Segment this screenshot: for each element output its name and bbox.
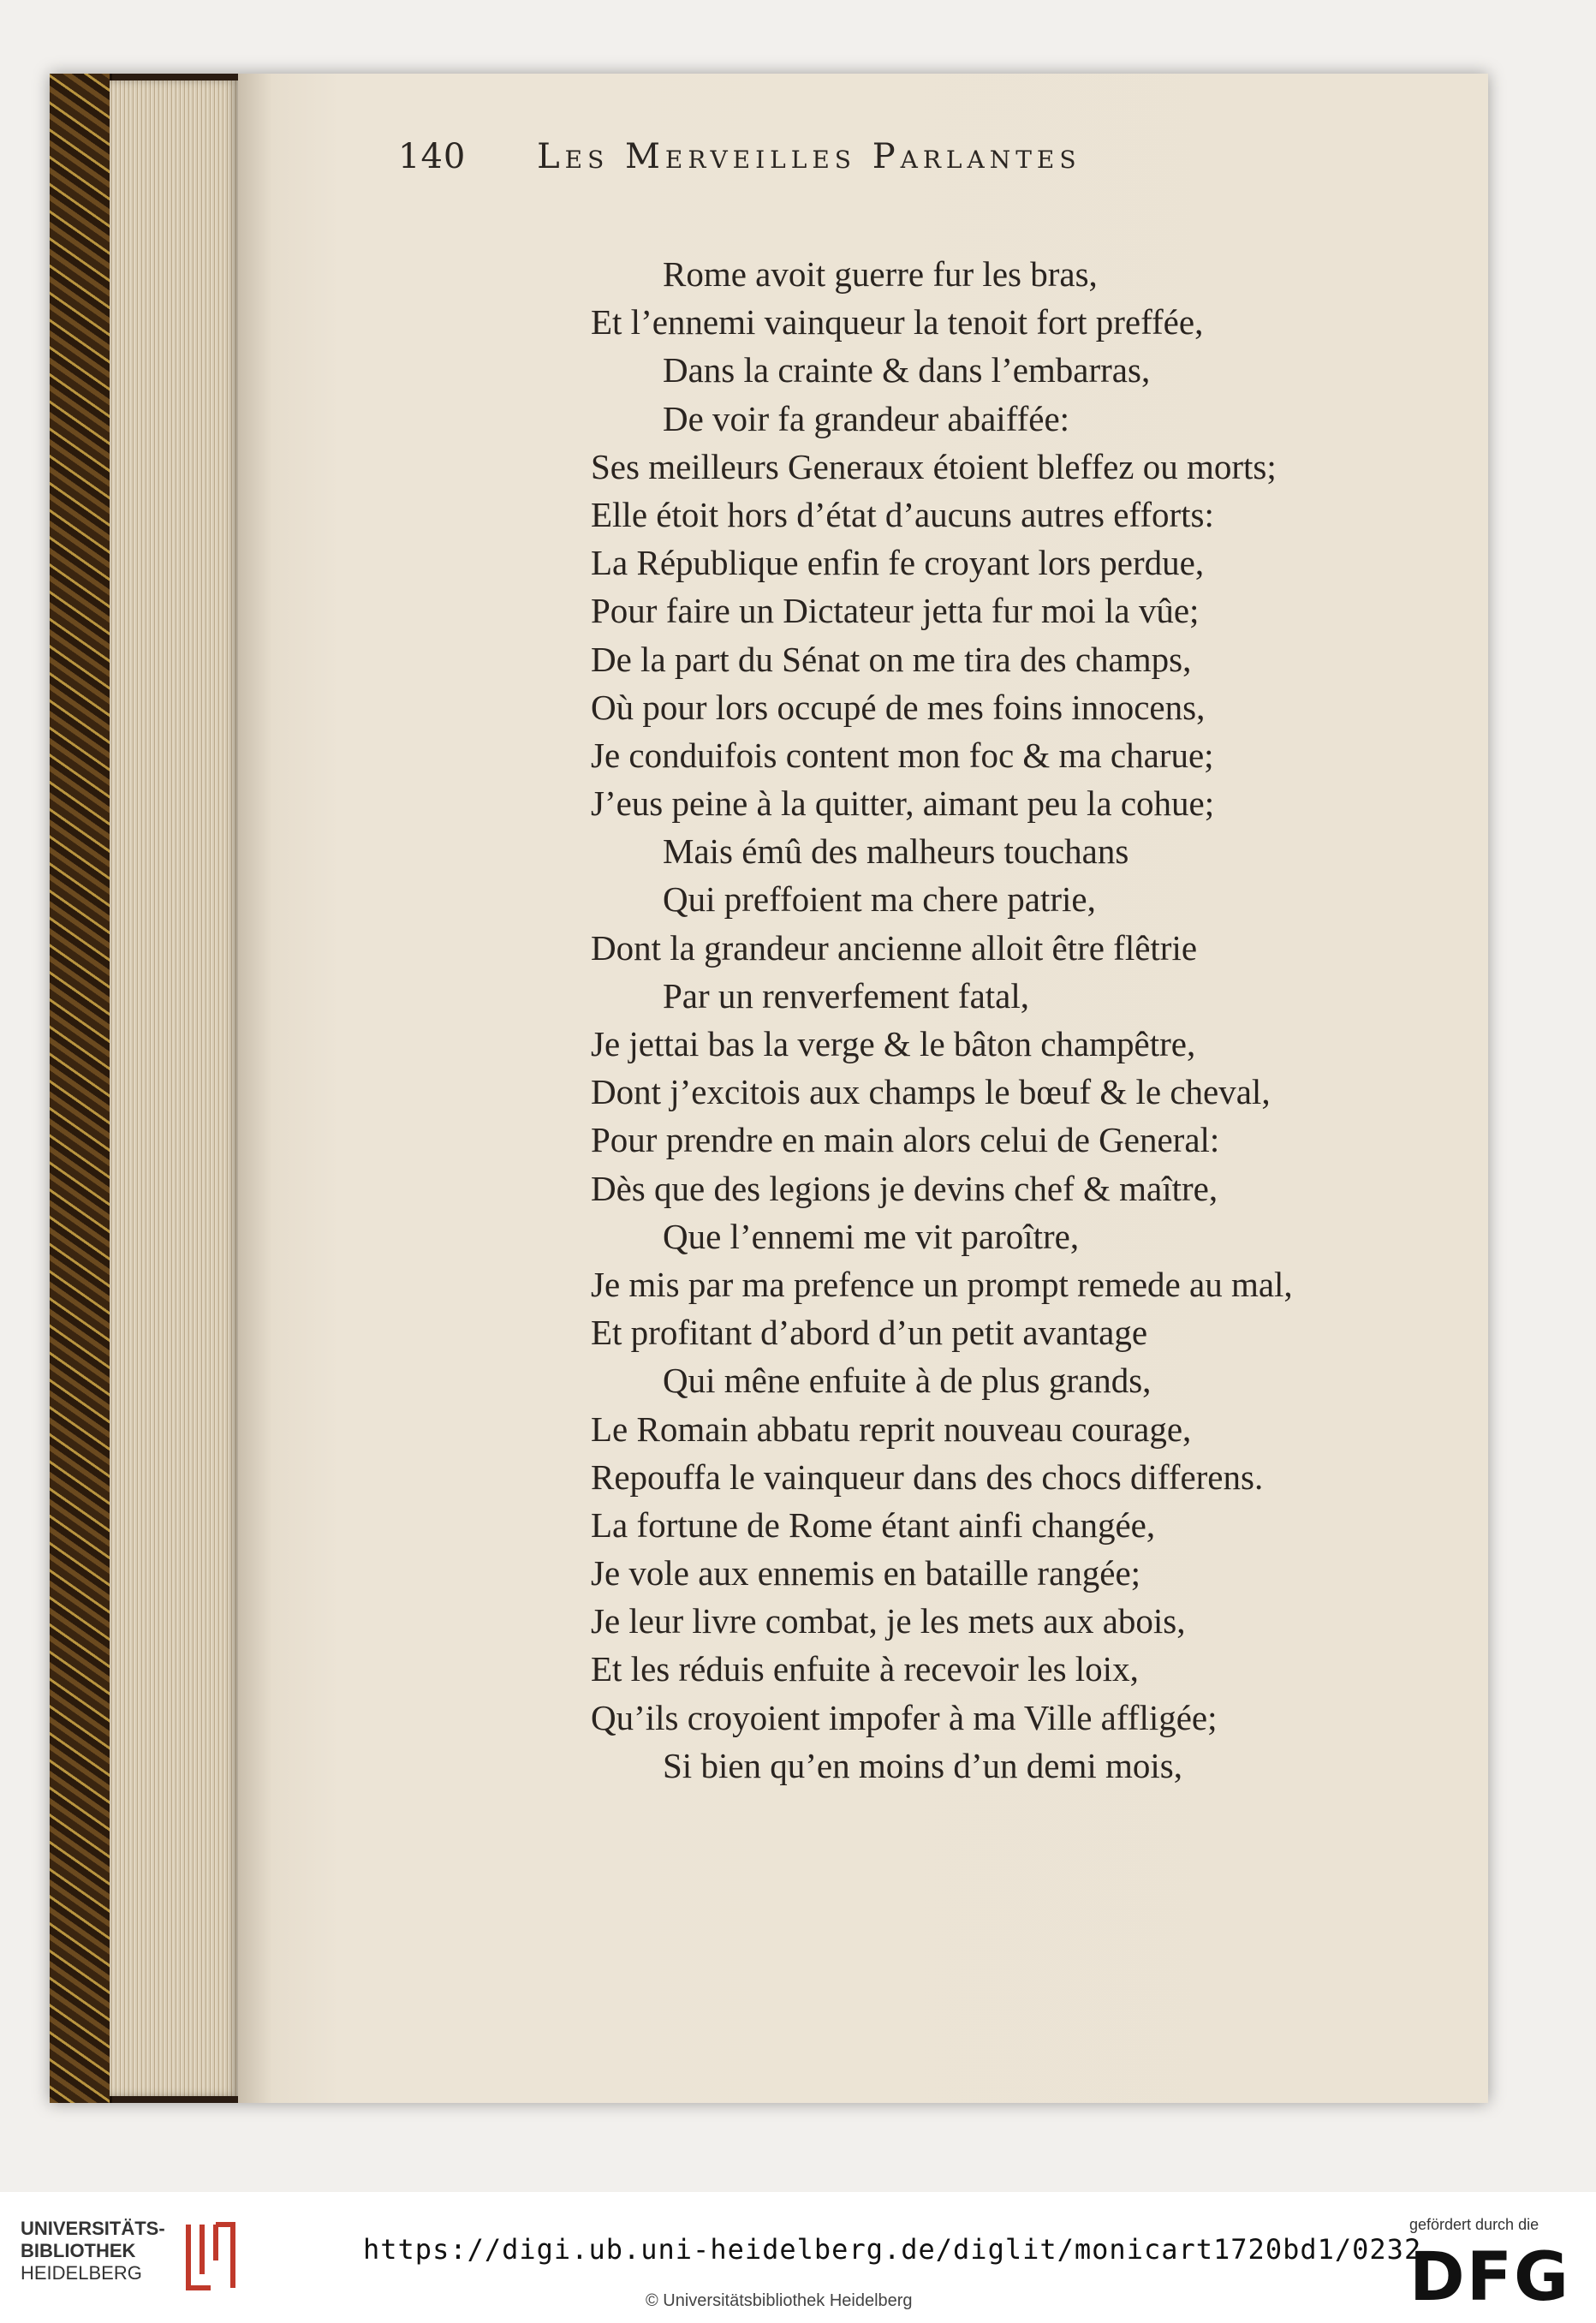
verse-line: Que l’ennemi me vit paroître, <box>663 1216 1080 1256</box>
copyright-notice: © Universitätsbibliothek Heidelberg <box>646 2291 913 2310</box>
verse-line: Le Romain abbatu reprit nouveau courage, <box>591 1409 1192 1449</box>
verse-line: Et l’ennemi vainqueur la tenoit fort preffée, <box>591 302 1204 342</box>
verse-line: Qui mêne enfuite à de plus grands, <box>663 1361 1152 1401</box>
verse-line: La fortune de Rome étant ainfi changée, <box>591 1504 1156 1545</box>
verse-line: Je leur livre combat, je les mets aux abois, <box>591 1601 1186 1641</box>
verse-line: Je vole aux ennemis en bataille rangée; <box>591 1553 1141 1593</box>
verse-line: Par un renverfement fatal, <box>663 975 1030 1016</box>
verse-line: Et les réduis enfuite à recevoir les loix, <box>591 1649 1139 1689</box>
library-name-line-3: HEIDELBERG <box>21 2262 142 2284</box>
verse-line: De la part du Sénat on me tira des champs, <box>591 639 1192 679</box>
library-name-line-2: BIBLIOTHEK <box>21 2240 136 2261</box>
library-emblem-icon <box>176 2218 245 2295</box>
verse-line: Elle étoit hors d’état d’aucuns autres efforts: <box>591 494 1214 534</box>
verse-line: Qu’ils croyoient impofer à ma Ville affligée; <box>591 1697 1218 1737</box>
verse-line: Et profitant d’abord d’un petit avantage <box>591 1313 1148 1353</box>
permalink-url[interactable]: https://digi.ub.uni-heidelberg.de/diglit/monicart1720bd1/0232 <box>363 2233 1422 2266</box>
library-name <box>21 2218 165 2284</box>
verse-line: Dans la crainte & dans l’embarras, <box>663 350 1151 390</box>
book-spine <box>50 74 112 2103</box>
verse-line: Rome avoit guerre fur les bras, <box>663 254 1098 294</box>
verse-text <box>591 250 1481 1790</box>
library-logo[interactable] <box>21 2214 269 2308</box>
verse-line: Ses meilleurs Generaux étoient bleffez ou morts; <box>591 446 1277 486</box>
verse-line: Pour prendre en main alors celui de General: <box>591 1120 1220 1160</box>
verse-line: De voir fa grandeur abaiffée: <box>663 398 1070 438</box>
dfg-logo-text: DFG <box>1409 2239 1571 2316</box>
verse-line: Qui preffoient ma chere patrie, <box>663 879 1096 920</box>
verse-line: Dont la grandeur ancienne alloit être flêtrie <box>591 927 1198 968</box>
verse-line: Dès que des legions je devins chef & maître, <box>591 1168 1218 1208</box>
funder-logo[interactable] <box>1409 2216 1581 2316</box>
verse-line: Dont j’excitois aux champs le bœuf & le cheval, <box>591 1072 1271 1112</box>
verse-line: Où pour lors occupé de mes foins innocens, <box>591 687 1206 727</box>
verse-line: Je jettai bas la verge & le bâton champêtre, <box>591 1024 1196 1063</box>
verse-line: Pour faire un Dictateur jetta fur moi la vûe; <box>591 591 1200 631</box>
verse-line: Mais émû des malheurs touchans <box>663 831 1129 872</box>
viewer-footer <box>0 2192 1596 2323</box>
running-title: Les Merveilles Parlantes <box>537 137 1081 176</box>
running-head <box>398 137 1443 176</box>
funder-caption: gefördert durch die <box>1409 2216 1539 2233</box>
library-name-line-1: UNIVERSITÄTS- <box>21 2218 165 2239</box>
verse-line: J’eus peine à la quitter, aimant peu la cohue; <box>591 783 1215 824</box>
verse-line: Si bien qu’en moins d’un demi mois, <box>663 1745 1182 1785</box>
verse-line: Repouffa le vainqueur dans des chocs differens. <box>591 1456 1264 1497</box>
verse-line: La République enfin fe croyant lors perdue, <box>591 543 1205 583</box>
page-number: 140 <box>398 137 467 176</box>
verse-line: Je conduifois content mon foc & ma charue; <box>591 735 1214 775</box>
page-edges <box>110 80 238 2096</box>
verse-line: Je mis par ma prefence un prompt remede au mal, <box>591 1264 1293 1304</box>
